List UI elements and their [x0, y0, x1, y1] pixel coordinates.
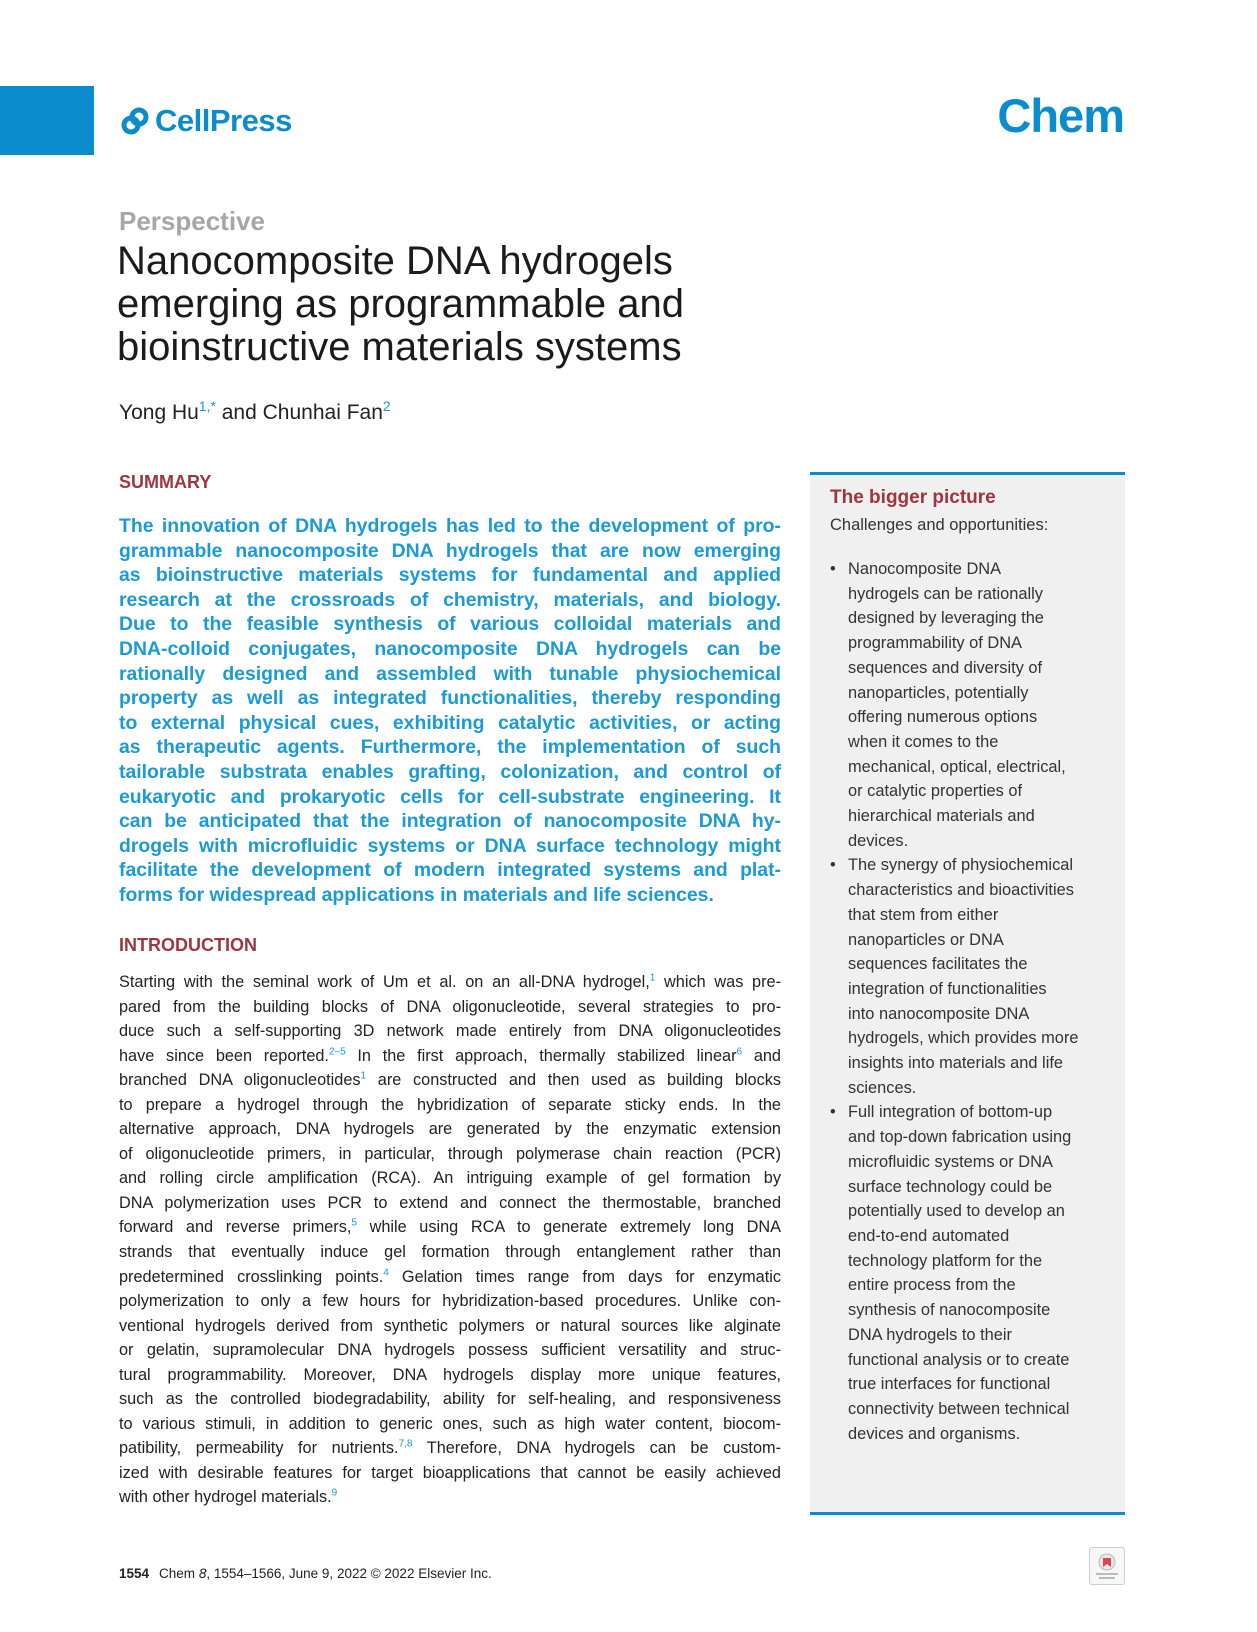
- title-line: Nanocomposite DNA hydrogels: [117, 239, 673, 283]
- brand-tab: [0, 86, 94, 155]
- intro-line: or gelatin, supramolecular DNA hydrogels possess sufficient versatility and struc-: [119, 1341, 781, 1360]
- summary-line: The innovation of DNA hydrogels has led to the development of pro-: [119, 515, 781, 537]
- author-list: [119, 398, 391, 425]
- intro-line: [119, 1215, 781, 1240]
- intro-line: [119, 970, 781, 995]
- intro-line: such as the controlled biodegradability, ability for self-healing, and responsiveness: [119, 1390, 781, 1409]
- intro-line: to various stimuli, in addition to generic ones, such as high water content, biocom-: [119, 1414, 781, 1433]
- bullet-line: technology platform for the: [848, 1251, 1043, 1270]
- bigger-picture-box: [810, 472, 1125, 1515]
- cellpress-logo[interactable]: [118, 103, 292, 139]
- reference-link[interactable]: 7,8: [398, 1438, 413, 1450]
- intro-line: duce such a self-supporting 3D network made entirely from DNA oligonucleotides: [119, 1022, 781, 1041]
- page-number: 1554: [119, 1566, 150, 1581]
- intro-text: Therefore, DNA hydrogels can be custom-: [412, 1439, 781, 1458]
- intro-text: while using RCA to generate extremely long DNA: [356, 1218, 781, 1237]
- bullet-line: when it comes to the: [848, 732, 999, 751]
- reference-link[interactable]: 4: [383, 1267, 389, 1279]
- bullet-line: hydrogels, which provides more: [848, 1029, 1079, 1048]
- bigger-picture-subtitle: Challenges and opportunities:: [830, 516, 1049, 534]
- bullet-item: [830, 853, 1120, 1100]
- affiliation-link[interactable]: 1,*: [198, 398, 216, 414]
- author-name[interactable]: Yong Hu: [119, 401, 199, 424]
- bullet-line: true interfaces for functional: [848, 1375, 1051, 1394]
- summary-line: as therapeutic agents. Furthermore, the implementation of such: [119, 736, 781, 759]
- intro-text: patibility, permeability for nutrients.: [119, 1439, 399, 1458]
- bullet-line: or catalytic properties of: [848, 782, 1022, 801]
- intro-text: predetermined crosslinking points.: [119, 1267, 384, 1286]
- summary-line: grammable nanocomposite DNA hydrogels that are now emerging: [119, 539, 781, 562]
- bullet-line: insights into materials and life: [848, 1054, 1064, 1073]
- intro-line: of oligonucleotide primers, in particular, through polymerase chain reaction (PCR): [119, 1144, 781, 1163]
- intro-text: branched DNA oligonucleotides: [119, 1071, 361, 1090]
- bullet-line: into nanocomposite DNA: [848, 1004, 1030, 1023]
- bullet-line: and top-down fabrication using: [848, 1128, 1072, 1147]
- intro-text: forward and reverse primers,: [119, 1218, 352, 1237]
- affiliation-link[interactable]: 2: [382, 398, 391, 414]
- bullet-line: hydrogels can be rationally: [848, 584, 1043, 603]
- bullet-line: entire process from the: [848, 1276, 1016, 1295]
- bullet-line: connectivity between technical: [848, 1399, 1070, 1418]
- summary-line: DNA-colloid conjugates, nanocomposite DNA hydrogels can be: [119, 637, 781, 660]
- bullet-line: end-to-end automated: [848, 1226, 1010, 1245]
- intro-line: [119, 1044, 781, 1069]
- bullet-line: DNA hydrogels to their: [848, 1325, 1012, 1344]
- journal-name[interactable]: Chem: [997, 89, 1124, 142]
- bullet-line: nanoparticles or DNA: [848, 930, 1004, 949]
- bullet-item: [830, 557, 1120, 853]
- reference-link[interactable]: 9: [331, 1488, 338, 1500]
- intro-text: Gelation times range from days for enzymatic: [388, 1267, 781, 1286]
- summary-line: rationally designed and assembled with tunable physiochemical: [119, 662, 781, 685]
- bullet-line: integration of functionalities: [848, 979, 1047, 998]
- bullet-line: sequences facilitates the: [848, 955, 1028, 974]
- cellpress-mark-icon: [118, 104, 152, 138]
- article-type: Perspective: [119, 206, 265, 236]
- bullet-line: devices.: [848, 831, 909, 850]
- bullet-line: programmability of DNA: [848, 634, 1022, 653]
- bullet-line: sciences.: [848, 1078, 917, 1097]
- summary-line: drogels with microfluidic systems or DNA surface technology might: [119, 834, 781, 857]
- bullet-line: nanoparticles, potentially: [848, 683, 1029, 702]
- bullet-line: designed by leveraging the: [848, 609, 1044, 628]
- footer-volume: 8: [198, 1566, 207, 1581]
- footer-citation: , 1554–1566, June 9, 2022 © 2022 Elsevier Inc.: [206, 1566, 492, 1581]
- intro-line: [119, 1485, 781, 1510]
- author-name[interactable]: Chunhai Fan: [262, 401, 383, 424]
- intro-text: In the first approach, thermally stabilized linear: [345, 1046, 737, 1065]
- intro-line: polymerization to only a few hours for hybridization-based procedures. Unlike con-: [119, 1292, 781, 1311]
- intro-line: ized with desirable features for target bioapplications that cannot be easily achieved: [119, 1463, 781, 1482]
- bullet-line: characteristics and bioactivities: [848, 881, 1074, 900]
- bullet-line: potentially used to develop an: [848, 1202, 1065, 1221]
- article-title: [117, 240, 817, 369]
- summary-line: to external physical cues, exhibiting catalytic activities, or acting: [119, 711, 781, 734]
- intro-line: DNA polymerization uses PCR to extend and connect the thermostable, branched: [119, 1193, 781, 1212]
- bullet-line: surface technology could be: [848, 1177, 1053, 1196]
- reference-link[interactable]: 1: [649, 972, 656, 984]
- reference-link[interactable]: 2–5: [328, 1046, 346, 1058]
- intro-line: pared from the building blocks of DNA oligonucleotide, several strategies to pro-: [119, 997, 781, 1016]
- page-footer: [119, 1566, 492, 1581]
- bullet-line: that stem from either: [848, 905, 999, 924]
- summary-line: eukaryotic and prokaryotic cells for cell-substrate engineering. It: [119, 785, 781, 808]
- summary-line: facilitate the development of modern integrated systems and plat-: [119, 859, 781, 882]
- intro-line: to prepare a hydrogel through the hybridization of separate sticky ends. In the: [119, 1095, 781, 1114]
- summary-line: tailorable substrata enables grafting, colonization, and control of: [119, 760, 781, 783]
- summary-heading: SUMMARY: [119, 472, 212, 492]
- intro-line: strands that eventually induce gel formation through entanglement rather than: [119, 1243, 781, 1262]
- bullet-line: offering numerous options: [848, 708, 1038, 727]
- publisher-name: CellPress: [155, 103, 292, 138]
- intro-text: with other hydrogel materials.: [119, 1488, 332, 1507]
- intro-line: ventional hydrogels derived from synthetic polymers or natural sources like alginate: [119, 1316, 781, 1335]
- bullet-line: devices and organisms.: [848, 1424, 1021, 1443]
- bullet-line: • Nanocomposite DNA: [848, 560, 1002, 578]
- bullet-line: • The synergy of physiochemical: [848, 856, 1074, 875]
- bullet-line: • Full integration of bottom-up: [848, 1103, 1053, 1122]
- bullet-item: [830, 1100, 1120, 1446]
- introduction-heading: INTRODUCTION: [119, 935, 257, 955]
- bullet-line: mechanical, optical, electrical,: [848, 757, 1066, 776]
- intro-text: have since been reported.: [119, 1046, 329, 1065]
- title-line: bioinstructive materials systems: [117, 325, 682, 369]
- check-for-updates-icon[interactable]: [1089, 1547, 1125, 1585]
- summary-line: forms for widespread applications in materials and life sciences.: [119, 883, 714, 906]
- intro-line: alternative approach, DNA hydrogels are generated by the enzymatic extension: [119, 1120, 781, 1139]
- author-conjunction: and: [215, 401, 263, 424]
- bullet-line: functional analysis or to create: [848, 1350, 1070, 1369]
- summary-line: research at the crossroads of chemistry, materials, and biology.: [119, 588, 781, 611]
- intro-line: [119, 1265, 781, 1290]
- reference-link[interactable]: 1: [360, 1070, 367, 1082]
- bullet-line: microfluidic systems or DNA: [848, 1152, 1053, 1171]
- intro-line: [119, 1068, 781, 1093]
- intro-text: are constructed and then used as building blocks: [366, 1071, 781, 1090]
- bullet-line: synthesis of nanocomposite: [848, 1301, 1051, 1320]
- intro-text: Starting with the seminal work of Um et al. on an all-DNA hydrogel,: [119, 973, 650, 991]
- summary-line: property as well as integrated functionalities, thereby responding: [119, 687, 781, 710]
- intro-line: and rolling circle amplification (RCA). An intriguing example of gel formation by: [119, 1169, 781, 1188]
- bigger-picture-list: [830, 557, 1120, 1446]
- summary-text: [119, 514, 781, 908]
- reference-link[interactable]: 5: [351, 1218, 357, 1230]
- intro-text: which was pre-: [655, 973, 781, 991]
- bullet-line: sequences and diversity of: [848, 658, 1043, 677]
- intro-text: and: [742, 1046, 781, 1065]
- bigger-picture-title: The bigger picture: [830, 487, 996, 508]
- summary-line: can be anticipated that the integration of nanocomposite DNA hy-: [119, 810, 781, 833]
- intro-line: tural programmability. Moreover, DNA hydrogels display more unique features,: [119, 1365, 781, 1384]
- introduction-text: [119, 970, 781, 1510]
- reference-link[interactable]: 6: [736, 1046, 743, 1058]
- footer-journal: Chem: [159, 1566, 199, 1581]
- bullet-line: hierarchical materials and: [848, 807, 1035, 826]
- intro-line: [119, 1436, 781, 1461]
- summary-line: as bioinstructive materials systems for fundamental and applied: [119, 564, 781, 587]
- summary-line: Due to the feasible synthesis of various colloidal materials and: [119, 613, 781, 636]
- title-line: emerging as programmable and: [117, 282, 684, 326]
